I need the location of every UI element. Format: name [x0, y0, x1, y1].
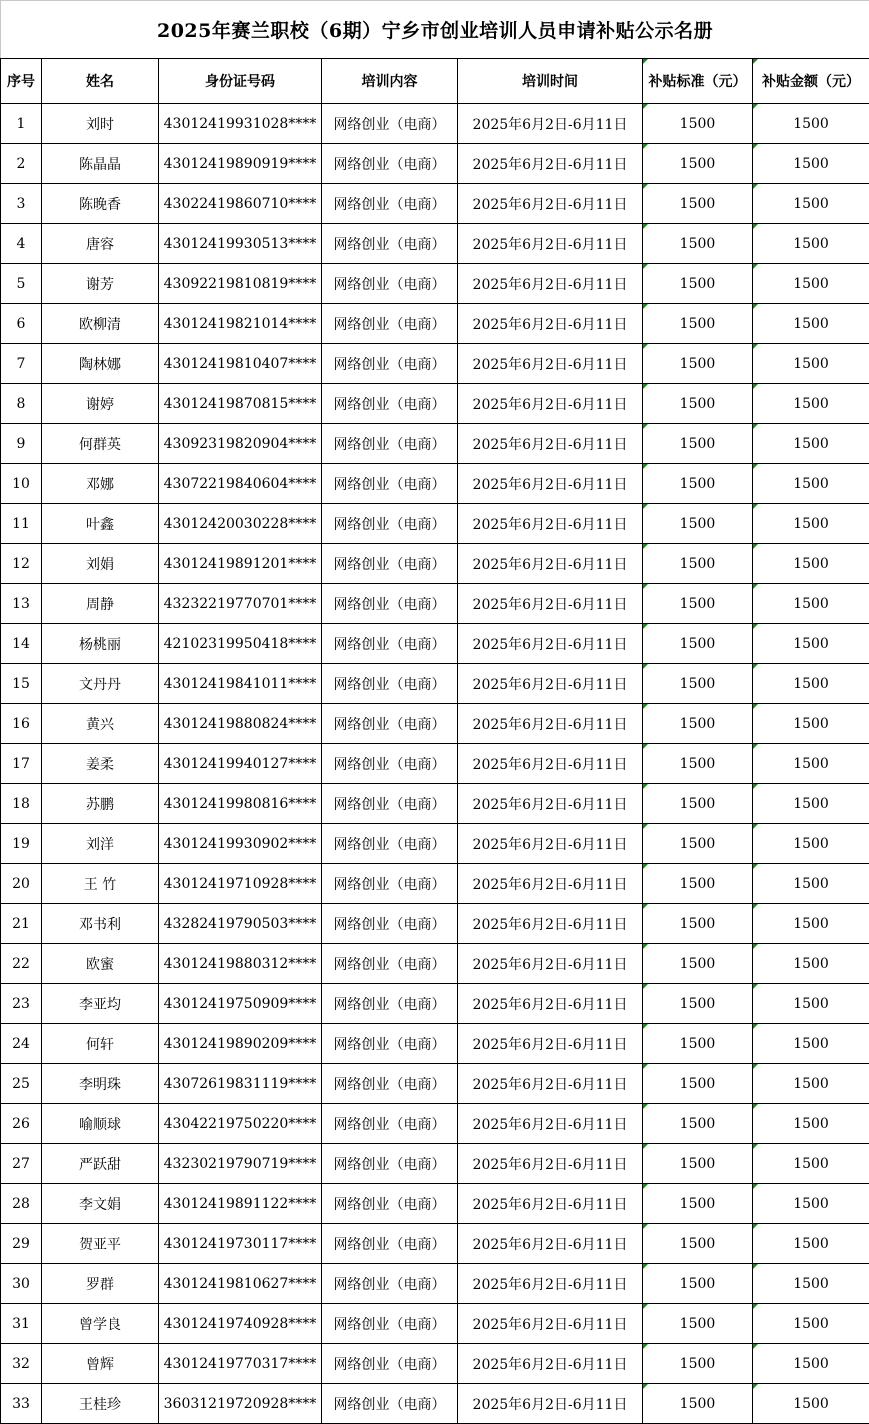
cell-id-number: 43012419730117****	[159, 1224, 322, 1264]
cell-training-content: 网络创业（电商）	[322, 144, 458, 184]
cell-id-number: 43012419891122****	[159, 1184, 322, 1224]
cell-training-period: 2025年6月2日-6月11日	[458, 704, 643, 744]
cell-subsidy-amount: 1500	[753, 304, 869, 344]
column-header-standard: 补贴标准（元）	[643, 59, 753, 104]
cell-training-period: 2025年6月2日-6月11日	[458, 1304, 643, 1344]
cell-name: 苏鹏	[42, 784, 159, 824]
cell-subsidy-amount: 1500	[753, 224, 869, 264]
cell-training-content: 网络创业（电商）	[322, 1384, 458, 1424]
cell-subsidy-amount: 1500	[753, 864, 869, 904]
cell-subsidy-standard: 1500	[643, 944, 753, 984]
cell-training-period: 2025年6月2日-6月11日	[458, 904, 643, 944]
cell-training-period: 2025年6月2日-6月11日	[458, 224, 643, 264]
cell-subsidy-standard: 1500	[643, 704, 753, 744]
table-header-row	[1, 59, 869, 104]
cell-name: 刘洋	[42, 824, 159, 864]
cell-training-content: 网络创业（电商）	[322, 184, 458, 224]
cell-name: 陈晚香	[42, 184, 159, 224]
cell-subsidy-standard: 1500	[643, 184, 753, 224]
cell-id-number: 43232219770701****	[159, 584, 322, 624]
cell-subsidy-amount: 1500	[753, 1344, 869, 1384]
cell-training-period: 2025年6月2日-6月11日	[458, 104, 643, 144]
table-row	[1, 1184, 869, 1224]
cell-training-content: 网络创业（电商）	[322, 1064, 458, 1104]
cell-training-content: 网络创业（电商）	[322, 304, 458, 344]
cell-name: 欧柳清	[42, 304, 159, 344]
cell-training-content: 网络创业（电商）	[322, 744, 458, 784]
table-row	[1, 464, 869, 504]
cell-name: 邓书利	[42, 904, 159, 944]
cell-name: 谢芳	[42, 264, 159, 304]
table-row	[1, 504, 869, 544]
cell-training-period: 2025年6月2日-6月11日	[458, 984, 643, 1024]
cell-training-content: 网络创业（电商）	[322, 864, 458, 904]
cell-subsidy-standard: 1500	[643, 504, 753, 544]
cell-training-content: 网络创业（电商）	[322, 224, 458, 264]
cell-training-content: 网络创业（电商）	[322, 344, 458, 384]
cell-name: 邓娜	[42, 464, 159, 504]
cell-id-number: 43092219810819****	[159, 264, 322, 304]
cell-name: 何群英	[42, 424, 159, 464]
table-row	[1, 584, 869, 624]
cell-subsidy-standard: 1500	[643, 104, 753, 144]
cell-name: 周静	[42, 584, 159, 624]
cell-subsidy-amount: 1500	[753, 904, 869, 944]
cell-name: 黄兴	[42, 704, 159, 744]
cell-subsidy-amount: 1500	[753, 504, 869, 544]
cell-training-period: 2025年6月2日-6月11日	[458, 424, 643, 464]
cell-no: 15	[1, 664, 42, 704]
cell-subsidy-amount: 1500	[753, 1104, 869, 1144]
table-row	[1, 1064, 869, 1104]
table-row	[1, 384, 869, 424]
cell-id-number: 43012419750909****	[159, 984, 322, 1024]
cell-training-content: 网络创业（电商）	[322, 984, 458, 1024]
cell-training-content: 网络创业（电商）	[322, 1304, 458, 1344]
cell-no: 23	[1, 984, 42, 1024]
cell-training-period: 2025年6月2日-6月11日	[458, 1024, 643, 1064]
cell-id-number: 43012419931028****	[159, 104, 322, 144]
cell-id-number: 43012420030228****	[159, 504, 322, 544]
cell-name: 姜柔	[42, 744, 159, 784]
table-row	[1, 624, 869, 664]
cell-training-period: 2025年6月2日-6月11日	[458, 1104, 643, 1144]
cell-training-period: 2025年6月2日-6月11日	[458, 504, 643, 544]
table-row	[1, 264, 869, 304]
cell-subsidy-standard: 1500	[643, 984, 753, 1024]
cell-no: 5	[1, 264, 42, 304]
cell-id-number: 43022419860710****	[159, 184, 322, 224]
cell-subsidy-amount: 1500	[753, 1304, 869, 1344]
cell-name: 王桂珍	[42, 1384, 159, 1424]
cell-subsidy-standard: 1500	[643, 904, 753, 944]
table-row	[1, 144, 869, 184]
cell-no: 28	[1, 1184, 42, 1224]
cell-no: 17	[1, 744, 42, 784]
cell-subsidy-amount: 1500	[753, 424, 869, 464]
cell-training-content: 网络创业（电商）	[322, 1224, 458, 1264]
cell-training-content: 网络创业（电商）	[322, 1184, 458, 1224]
cell-training-content: 网络创业（电商）	[322, 264, 458, 304]
cell-training-content: 网络创业（电商）	[322, 784, 458, 824]
cell-training-content: 网络创业（电商）	[322, 1344, 458, 1384]
cell-name: 李明珠	[42, 1064, 159, 1104]
cell-name: 文丹丹	[42, 664, 159, 704]
cell-subsidy-standard: 1500	[643, 384, 753, 424]
cell-id-number: 43012419770317****	[159, 1344, 322, 1384]
cell-id-number: 43012419890209****	[159, 1024, 322, 1064]
table-row	[1, 344, 869, 384]
cell-subsidy-standard: 1500	[643, 264, 753, 304]
cell-subsidy-amount: 1500	[753, 784, 869, 824]
cell-no: 24	[1, 1024, 42, 1064]
cell-training-period: 2025年6月2日-6月11日	[458, 1144, 643, 1184]
table-row	[1, 1344, 869, 1384]
cell-name: 唐容	[42, 224, 159, 264]
cell-no: 31	[1, 1304, 42, 1344]
cell-name: 何轩	[42, 1024, 159, 1064]
cell-subsidy-standard: 1500	[643, 1144, 753, 1184]
table-row	[1, 904, 869, 944]
cell-id-number: 42102319950418****	[159, 624, 322, 664]
cell-id-number: 43012419821014****	[159, 304, 322, 344]
cell-subsidy-amount: 1500	[753, 1184, 869, 1224]
cell-training-period: 2025年6月2日-6月11日	[458, 1344, 643, 1384]
table-row	[1, 1144, 869, 1184]
cell-subsidy-amount: 1500	[753, 1264, 869, 1304]
cell-training-period: 2025年6月2日-6月11日	[458, 624, 643, 664]
cell-id-number: 43012419880312****	[159, 944, 322, 984]
table-row	[1, 784, 869, 824]
cell-no: 10	[1, 464, 42, 504]
cell-training-period: 2025年6月2日-6月11日	[458, 184, 643, 224]
cell-name: 喻顺球	[42, 1104, 159, 1144]
cell-id-number: 43012419930513****	[159, 224, 322, 264]
cell-training-period: 2025年6月2日-6月11日	[458, 1064, 643, 1104]
cell-subsidy-amount: 1500	[753, 184, 869, 224]
cell-name: 李文娟	[42, 1184, 159, 1224]
cell-training-period: 2025年6月2日-6月11日	[458, 864, 643, 904]
cell-name: 陈晶晶	[42, 144, 159, 184]
cell-subsidy-standard: 1500	[643, 1344, 753, 1384]
cell-no: 4	[1, 224, 42, 264]
cell-training-content: 网络创业（电商）	[322, 624, 458, 664]
cell-subsidy-standard: 1500	[643, 624, 753, 664]
table-row	[1, 1024, 869, 1064]
cell-training-content: 网络创业（电商）	[322, 1104, 458, 1144]
table-row	[1, 1264, 869, 1304]
cell-name: 刘娟	[42, 544, 159, 584]
cell-name: 陶林娜	[42, 344, 159, 384]
cell-no: 30	[1, 1264, 42, 1304]
cell-id-number: 43012419740928****	[159, 1304, 322, 1344]
table-row	[1, 1104, 869, 1144]
cell-subsidy-amount: 1500	[753, 704, 869, 744]
table-row	[1, 984, 869, 1024]
table-row	[1, 104, 869, 144]
cell-name: 欧蜜	[42, 944, 159, 984]
cell-name: 贺亚平	[42, 1224, 159, 1264]
cell-training-content: 网络创业（电商）	[322, 384, 458, 424]
cell-id-number: 43230219790719****	[159, 1144, 322, 1184]
cell-training-content: 网络创业（电商）	[322, 544, 458, 584]
cell-subsidy-standard: 1500	[643, 1224, 753, 1264]
cell-subsidy-amount: 1500	[753, 344, 869, 384]
cell-subsidy-standard: 1500	[643, 304, 753, 344]
cell-training-content: 网络创业（电商）	[322, 944, 458, 984]
table-row	[1, 1384, 869, 1424]
cell-id-number: 43092319820904****	[159, 424, 322, 464]
cell-id-number: 43012419880824****	[159, 704, 322, 744]
cell-training-period: 2025年6月2日-6月11日	[458, 464, 643, 504]
page-title: 2025年赛兰职校（6期）宁乡市创业培训人员申请补贴公示名册	[1, 1, 869, 59]
cell-name: 杨桃丽	[42, 624, 159, 664]
table-row	[1, 224, 869, 264]
cell-no: 22	[1, 944, 42, 984]
cell-training-content: 网络创业（电商）	[322, 704, 458, 744]
cell-no: 11	[1, 504, 42, 544]
cell-subsidy-amount: 1500	[753, 264, 869, 304]
cell-no: 32	[1, 1344, 42, 1384]
cell-no: 33	[1, 1384, 42, 1424]
cell-training-period: 2025年6月2日-6月11日	[458, 144, 643, 184]
cell-name: 王 竹	[42, 864, 159, 904]
cell-training-content: 网络创业（电商）	[322, 504, 458, 544]
cell-id-number: 43012419980816****	[159, 784, 322, 824]
cell-subsidy-amount: 1500	[753, 104, 869, 144]
cell-no: 1	[1, 104, 42, 144]
cell-no: 20	[1, 864, 42, 904]
cell-training-period: 2025年6月2日-6月11日	[458, 264, 643, 304]
cell-training-period: 2025年6月2日-6月11日	[458, 744, 643, 784]
cell-subsidy-amount: 1500	[753, 744, 869, 784]
cell-id-number: 43282419790503****	[159, 904, 322, 944]
cell-training-period: 2025年6月2日-6月11日	[458, 1264, 643, 1304]
column-header-no: 序号	[1, 59, 42, 104]
cell-no: 2	[1, 144, 42, 184]
cell-subsidy-amount: 1500	[753, 664, 869, 704]
cell-subsidy-amount: 1500	[753, 144, 869, 184]
cell-subsidy-amount: 1500	[753, 1024, 869, 1064]
cell-subsidy-standard: 1500	[643, 664, 753, 704]
cell-id-number: 43012419810627****	[159, 1264, 322, 1304]
cell-subsidy-standard: 1500	[643, 784, 753, 824]
cell-no: 3	[1, 184, 42, 224]
cell-id-number: 43012419890919****	[159, 144, 322, 184]
cell-training-content: 网络创业（电商）	[322, 1024, 458, 1064]
table-row	[1, 184, 869, 224]
cell-training-content: 网络创业（电商）	[322, 424, 458, 464]
cell-training-content: 网络创业（电商）	[322, 664, 458, 704]
cell-no: 27	[1, 1144, 42, 1184]
column-header-amount: 补贴金额（元）	[753, 59, 869, 104]
cell-subsidy-amount: 1500	[753, 1144, 869, 1184]
cell-training-period: 2025年6月2日-6月11日	[458, 344, 643, 384]
cell-training-period: 2025年6月2日-6月11日	[458, 944, 643, 984]
cell-subsidy-amount: 1500	[753, 544, 869, 584]
cell-subsidy-standard: 1500	[643, 1064, 753, 1104]
cell-subsidy-standard: 1500	[643, 224, 753, 264]
cell-no: 25	[1, 1064, 42, 1104]
cell-subsidy-amount: 1500	[753, 584, 869, 624]
cell-subsidy-standard: 1500	[643, 1024, 753, 1064]
table-row	[1, 304, 869, 344]
cell-training-period: 2025年6月2日-6月11日	[458, 1384, 643, 1424]
cell-id-number: 43012419841011****	[159, 664, 322, 704]
cell-training-content: 网络创业（电商）	[322, 904, 458, 944]
cell-subsidy-standard: 1500	[643, 144, 753, 184]
cell-training-content: 网络创业（电商）	[322, 464, 458, 504]
cell-name: 李亚均	[42, 984, 159, 1024]
table-row	[1, 824, 869, 864]
cell-subsidy-amount: 1500	[753, 384, 869, 424]
cell-id-number: 43012419891201****	[159, 544, 322, 584]
cell-name: 严跃甜	[42, 1144, 159, 1184]
cell-subsidy-standard: 1500	[643, 864, 753, 904]
cell-id-number: 43042219750220****	[159, 1104, 322, 1144]
cell-subsidy-standard: 1500	[643, 1104, 753, 1144]
table-row	[1, 664, 869, 704]
cell-subsidy-standard: 1500	[643, 824, 753, 864]
cell-no: 14	[1, 624, 42, 664]
column-header-id: 身份证号码	[159, 59, 322, 104]
cell-training-content: 网络创业（电商）	[322, 104, 458, 144]
table-row	[1, 744, 869, 784]
cell-no: 12	[1, 544, 42, 584]
cell-subsidy-standard: 1500	[643, 744, 753, 784]
cell-subsidy-standard: 1500	[643, 424, 753, 464]
cell-subsidy-amount: 1500	[753, 1224, 869, 1264]
cell-subsidy-standard: 1500	[643, 1384, 753, 1424]
cell-id-number: 43072619831119****	[159, 1064, 322, 1104]
cell-name: 谢婷	[42, 384, 159, 424]
cell-id-number: 43072219840604****	[159, 464, 322, 504]
cell-id-number: 36031219720928****	[159, 1384, 322, 1424]
cell-no: 18	[1, 784, 42, 824]
cell-id-number: 43012419710928****	[159, 864, 322, 904]
cell-id-number: 43012419810407****	[159, 344, 322, 384]
cell-subsidy-standard: 1500	[643, 544, 753, 584]
cell-subsidy-amount: 1500	[753, 984, 869, 1024]
cell-subsidy-standard: 1500	[643, 344, 753, 384]
cell-name: 曾学良	[42, 1304, 159, 1344]
table-row	[1, 1304, 869, 1344]
cell-subsidy-amount: 1500	[753, 824, 869, 864]
cell-training-content: 网络创业（电商）	[322, 824, 458, 864]
cell-name: 叶鑫	[42, 504, 159, 544]
cell-no: 13	[1, 584, 42, 624]
cell-subsidy-standard: 1500	[643, 1264, 753, 1304]
cell-subsidy-standard: 1500	[643, 1184, 753, 1224]
cell-id-number: 43012419870815****	[159, 384, 322, 424]
cell-no: 8	[1, 384, 42, 424]
cell-subsidy-amount: 1500	[753, 1064, 869, 1104]
column-header-content: 培训内容	[322, 59, 458, 104]
cell-subsidy-standard: 1500	[643, 584, 753, 624]
cell-no: 29	[1, 1224, 42, 1264]
cell-no: 21	[1, 904, 42, 944]
cell-no: 6	[1, 304, 42, 344]
table-row	[1, 544, 869, 584]
column-header-name: 姓名	[42, 59, 159, 104]
cell-training-period: 2025年6月2日-6月11日	[458, 824, 643, 864]
cell-training-period: 2025年6月2日-6月11日	[458, 1184, 643, 1224]
table-body	[1, 104, 869, 1424]
cell-name: 罗群	[42, 1264, 159, 1304]
cell-subsidy-amount: 1500	[753, 624, 869, 664]
table-row	[1, 864, 869, 904]
cell-id-number: 43012419930902****	[159, 824, 322, 864]
cell-training-period: 2025年6月2日-6月11日	[458, 384, 643, 424]
cell-name: 曾辉	[42, 1344, 159, 1384]
cell-subsidy-amount: 1500	[753, 1384, 869, 1424]
cell-training-period: 2025年6月2日-6月11日	[458, 544, 643, 584]
cell-training-content: 网络创业（电商）	[322, 1144, 458, 1184]
cell-no: 9	[1, 424, 42, 464]
cell-subsidy-standard: 1500	[643, 1304, 753, 1344]
cell-name: 刘时	[42, 104, 159, 144]
cell-training-period: 2025年6月2日-6月11日	[458, 304, 643, 344]
table-row	[1, 704, 869, 744]
cell-no: 26	[1, 1104, 42, 1144]
table-row	[1, 944, 869, 984]
table-row	[1, 424, 869, 464]
cell-training-content: 网络创业（电商）	[322, 1264, 458, 1304]
column-header-period: 培训时间	[458, 59, 643, 104]
cell-training-period: 2025年6月2日-6月11日	[458, 1224, 643, 1264]
cell-training-period: 2025年6月2日-6月11日	[458, 584, 643, 624]
cell-training-content: 网络创业（电商）	[322, 584, 458, 624]
cell-training-period: 2025年6月2日-6月11日	[458, 664, 643, 704]
cell-no: 7	[1, 344, 42, 384]
cell-no: 16	[1, 704, 42, 744]
cell-no: 19	[1, 824, 42, 864]
cell-subsidy-standard: 1500	[643, 464, 753, 504]
cell-subsidy-amount: 1500	[753, 464, 869, 504]
table-row	[1, 1224, 869, 1264]
cell-subsidy-amount: 1500	[753, 944, 869, 984]
cell-training-period: 2025年6月2日-6月11日	[458, 784, 643, 824]
cell-id-number: 43012419940127****	[159, 744, 322, 784]
